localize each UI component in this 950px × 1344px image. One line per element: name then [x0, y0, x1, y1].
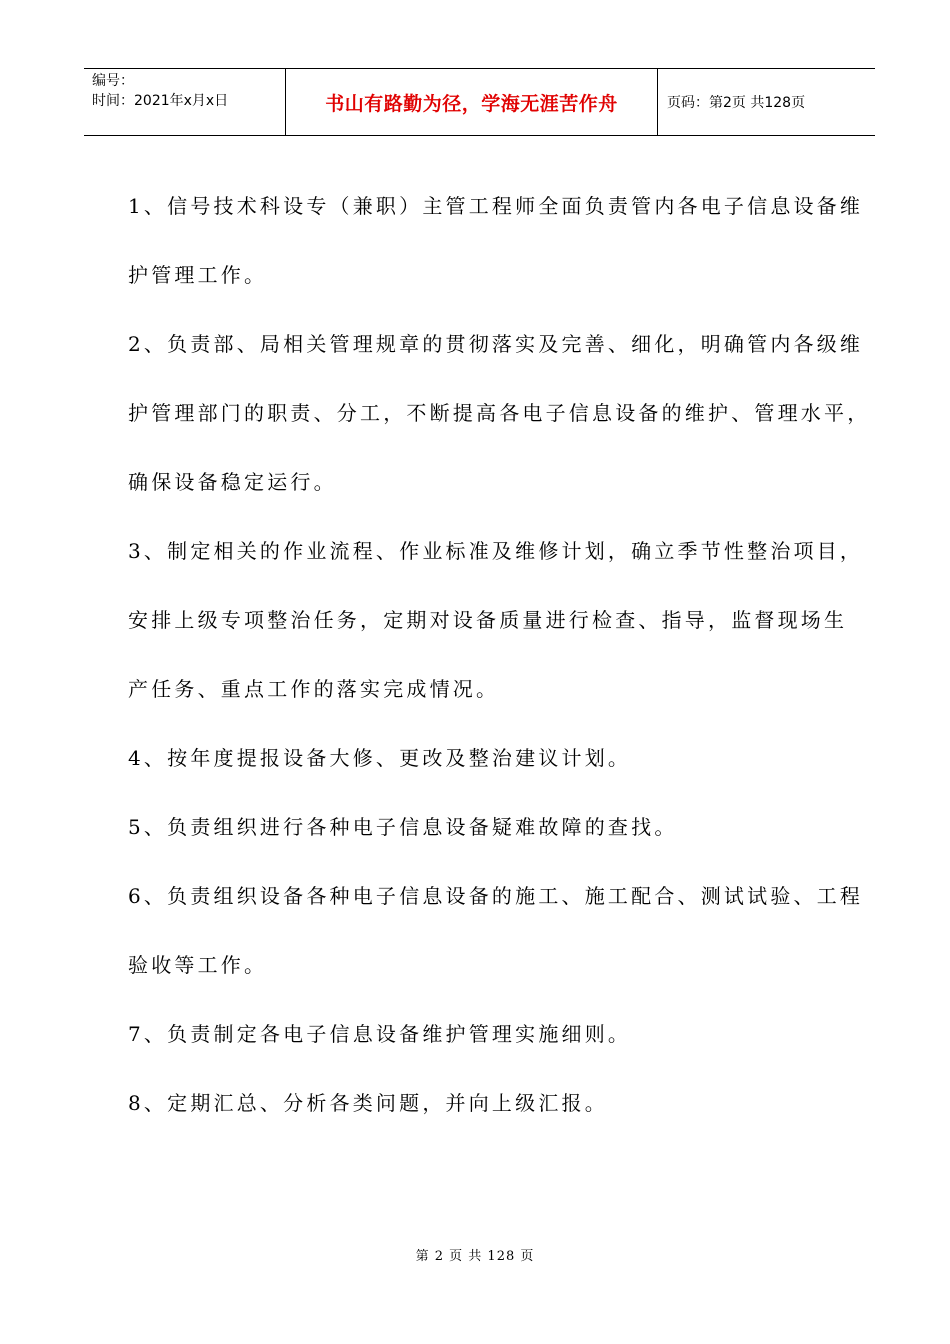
body-line: 护管理部门的职责、分工，不断提高各电子信息设备的维护、管理水平，: [128, 401, 871, 425]
body-line: 1、信号技术科设专（兼职）主管工程师全面负责管内各电子信息设备维: [128, 194, 864, 218]
body-line: 5、负责组织进行各种电子信息设备疑难故障的查找。: [128, 815, 678, 839]
body-line: 验收等工作。: [128, 953, 268, 977]
body-line: 确保设备稳定运行。: [128, 470, 337, 494]
footer-page-number: 第 2 页 共 128 页: [415, 1249, 535, 1264]
document-number-label: 编号：: [92, 73, 134, 89]
body-line: 8、定期汇总、分析各类问题，并向上级汇报。: [128, 1091, 608, 1115]
body-line: 6、负责组织设备各种电子信息设备的施工、施工配合、测试试验、工程: [128, 884, 864, 908]
header-motto-cell: [286, 69, 658, 135]
body-line: 护管理工作。: [128, 263, 268, 287]
body-line: 产任务、重点工作的落实完成情况。: [128, 677, 500, 701]
document-header: [84, 68, 875, 136]
document-body: [128, 178, 871, 1144]
header-page-label: 页码：第2页 共128页: [667, 95, 806, 111]
header-page-cell: [658, 69, 875, 135]
header-motto: 书山有路勤为径，学海无涯苦作舟: [325, 92, 618, 115]
body-line: 安排上级专项整治任务，定期对设备质量进行检查、指导，监督现场生: [128, 608, 848, 632]
body-line: 3、制定相关的作业流程、作业标准及维修计划，确立季节性整治项目，: [128, 539, 864, 563]
document-time-label: 时间：2021年x月x日: [92, 93, 229, 109]
body-line: 4、按年度提报设备大修、更改及整治建议计划。: [128, 746, 632, 770]
page-footer: [0, 1245, 950, 1264]
header-meta-cell: [84, 69, 286, 135]
body-line: 2、负责部、局相关管理规章的贯彻落实及完善、细化，明确管内各级维: [128, 332, 864, 356]
body-line: 7、负责制定各电子信息设备维护管理实施细则。: [128, 1022, 632, 1046]
